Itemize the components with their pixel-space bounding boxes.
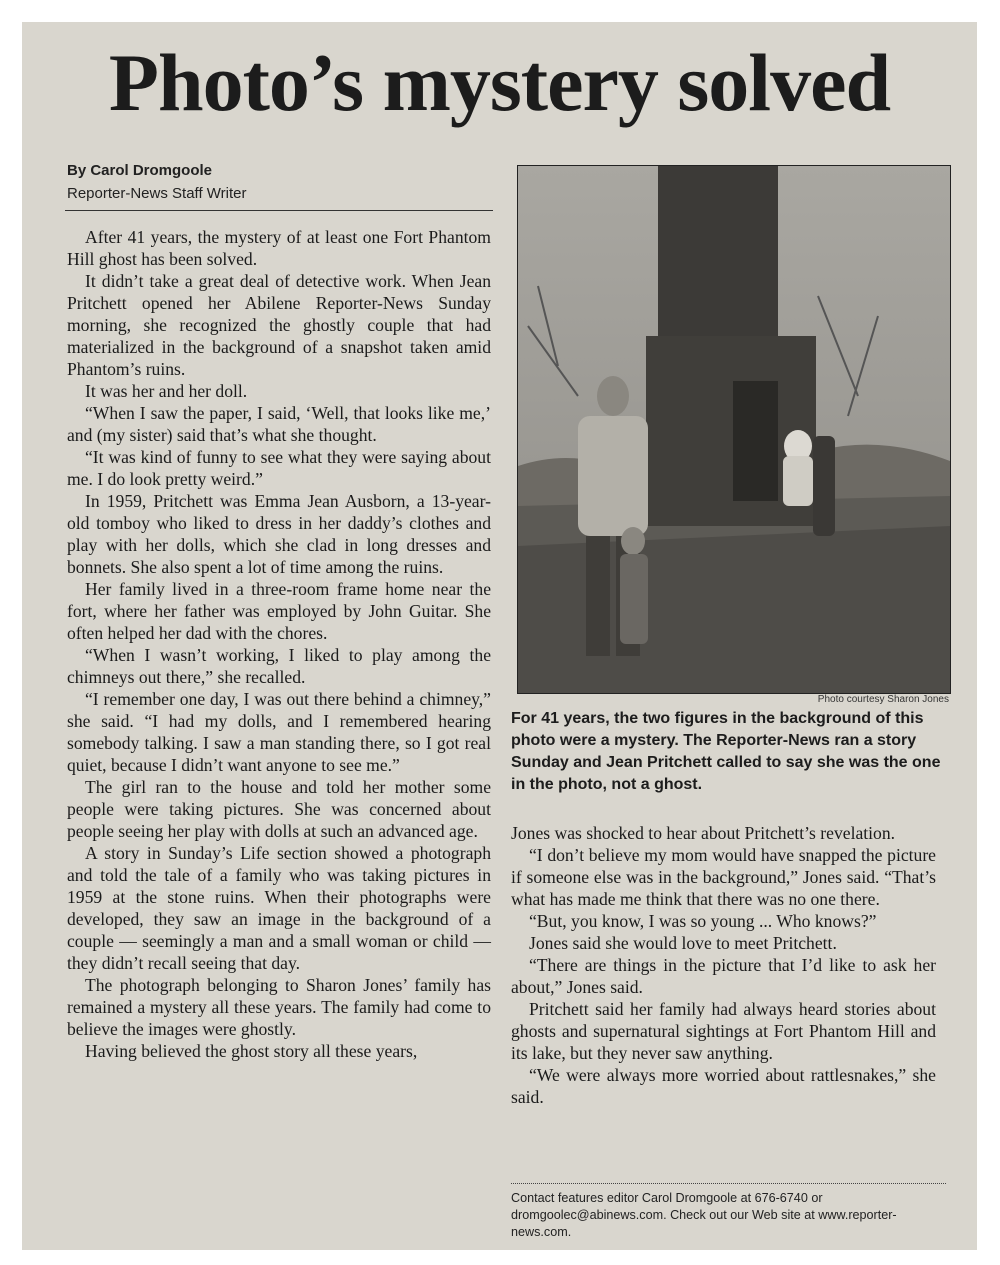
contact-note: Contact features editor Carol Dromgoole at 676-6740 or dromgoolec@abinews.com. Check out our Web site at www.reporter-news.com. — [511, 1191, 897, 1239]
article-paragraph: “When I saw the paper, I said, ‘Well, that looks like me,’ and (my sister) said that’s what she thought. — [67, 403, 491, 445]
article-paragraph: After 41 years, the mystery of at least one Fort Phantom Hill ghost has been solved. — [67, 227, 491, 269]
article-column-left — [67, 226, 491, 1062]
byline-rule — [65, 210, 493, 211]
article-paragraph: “I remember one day, I was out there behind a chimney,” she said. “I had my dolls, and I remembered hearing somebody talking. I saw a man standing there, so I got real quiet, because I didn’t want anyone to see me.” — [67, 689, 491, 775]
article-paragraph: It was her and her doll. — [85, 381, 248, 401]
headline: Photo’s mystery solved — [108, 37, 891, 128]
byline-title: Reporter-News Staff Writer — [67, 185, 247, 202]
article-paragraph: “There are things in the picture that I’d like to ask her about,” Jones said. — [511, 955, 936, 997]
photo-caption: For 41 years, the two figures in the background of this photo were a mystery. The Reporter-News ran a story Sunday and Jean Pritchett called to say she was the one in the photo, not a ghost. — [511, 710, 941, 793]
ruins-photo — [517, 165, 951, 694]
article-paragraph: “We were always more worried about rattlesnakes,” she said. — [511, 1065, 936, 1107]
photo-image — [518, 166, 950, 693]
contact-rule — [511, 1183, 946, 1184]
article-paragraph: Having believed the ghost story all these years, — [85, 1041, 418, 1061]
article-paragraph: “When I wasn’t working, I liked to play among the chimneys out there,” she recalled. — [67, 645, 491, 687]
article-paragraph: A story in Sunday’s Life section showed a photograph and told the tale of a family who was taking pictures in 1959 at the stone ruins. When their photographs were developed, they saw an image in the background of a couple — seemingly a man and a small woman or child — they didn’t recall seeing that day. — [67, 843, 491, 973]
article-paragraph: The photograph belonging to Sharon Jones’ family has remained a mystery all these years. The family had come to believe the images were ghostly. — [67, 975, 491, 1039]
article-paragraph: Pritchett said her family had always heard stories about ghosts and supernatural sightings at Fort Phantom Hill and its lake, but they never saw anything. — [511, 999, 936, 1063]
article-paragraph: Jones said she would love to meet Pritchett. — [529, 933, 837, 953]
article-paragraph: Jones was shocked to hear about Pritchett’s revelation. — [511, 823, 896, 843]
article-paragraph: “It was kind of funny to see what they were saying about me. I do look pretty weird.” — [67, 447, 491, 489]
article-paragraph: Her family lived in a three-room frame home near the fort, where her father was employed by John Guitar. She often helped her dad with the chores. — [67, 579, 491, 643]
article-paragraph: “I don’t believe my mom would have snapped the picture if someone else was in the background,” Jones said. “That’s what has made me think that there was no one there. — [511, 845, 936, 909]
article-paragraph: It didn’t take a great deal of detective work. When Jean Pritchett opened her Abilene Reporter-News Sunday morning, she recognized the ghostly couple that had materialized in the background of a snapshot taken amid Phantom’s ruins. — [67, 271, 491, 379]
article-paragraph: The girl ran to the house and told her mother some people were taking pictures. She was concerned about people seeing her play with dolls at such an advanced age. — [67, 777, 491, 841]
article-paragraph: “But, you know, I was so young ... Who knows?” — [529, 911, 877, 931]
article-column-right — [511, 822, 936, 1108]
photo-credit: Photo courtesy Sharon Jones — [817, 694, 949, 705]
byline-author: By Carol Dromgoole — [67, 162, 213, 179]
article-paragraph: In 1959, Pritchett was Emma Jean Ausborn, a 13-year-old tomboy who liked to dress in her daddy’s clothes and play with her dolls, which she clad in long dresses and bonnets. She also spent a lot of time among the ruins. — [67, 491, 491, 577]
newspaper-clipping — [22, 22, 977, 1250]
